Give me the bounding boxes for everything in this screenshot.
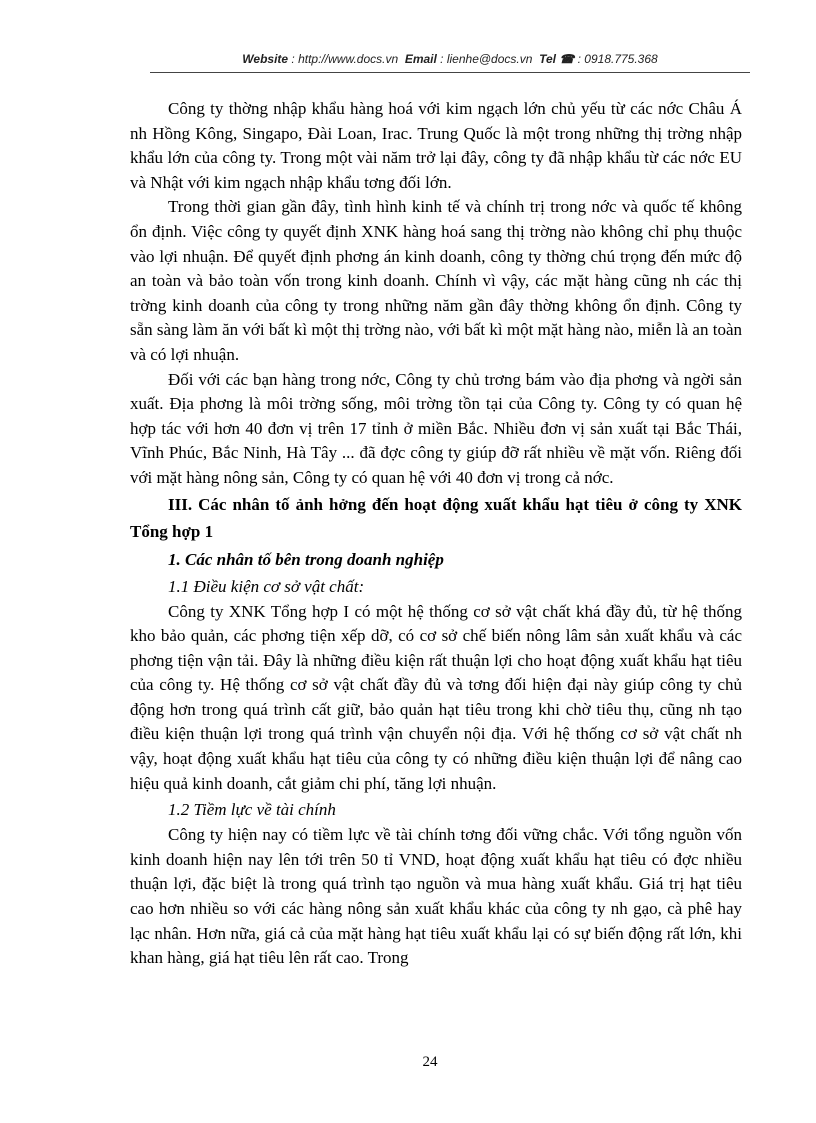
document-body <box>130 97 742 971</box>
website-label: Website <box>242 52 289 66</box>
paragraph: Đối với các bạn hàng trong nớc, Công ty chủ trơng bám vào địa phơng và ngời sản xuất. Địa phơng là môi trờng sống, môi trờng tồn tại của Công ty. Công ty có quan hệ hợp tác với hơn 40 đơn vị trên 17 tỉnh ở miền Bắc. Nhiều đơn vị sản xuất tại Bắc Thái, Vĩnh Phúc, Bắc Ninh, Hà Tây ... đã đợc công ty giúp đỡ rất nhiều về mặt vốn. Riêng đối với mặt hàng nông sản, Công ty có quan hệ với 40 đơn vị trong cả nớc. <box>130 369 742 487</box>
paragraph: Công ty XNK Tổng hợp I có một hệ thống cơ sở vật chất khá đầy đủ, từ hệ thống kho bảo quản, các phơng tiện xếp dỡ, có cơ sở chế biến nông lâm sản xuất khẩu và các phơng tiện vận tải. Đây là những điều kiện rất thuận lợi cho hoạt động xuất khẩu hạt tiêu của công ty. Hệ thống cơ sở vật chất đầy đủ và tơng đối hiện đại này giúp công ty chủ động hơn trong quá trình cất giữ, bảo quản hạt tiêu trong khi chờ tiêu thụ, cũng nh tạo điều kiện thuận lợi trong quá trình vận chuyển nội địa. Với hệ thống cơ sở vật chất nh vậy, hoạt động xuất khẩu hạt tiêu của công ty có những điều kiện thuận lợi để nâng cao hiệu quả kinh doanh, cắt giảm chi phí, tăng lợi nhuận. <box>130 601 742 793</box>
website-value: : http://www.docs.vn <box>291 52 399 66</box>
paragraph: Công ty hiện nay có tiềm lực về tài chính tơng đối vững chắc. Với tổng nguồn vốn kinh doanh hiện nay lên tới trên 50 tỉ VND, hoạt động xuất khẩu hạt tiêu có đợc nhiều thuận lợi, đặc biệt là trong quá trình tạo nguồn và mua hàng xuất khẩu. Giá trị hạt tiêu cao hơn nhiều so với các hàng nông sản xuất khẩu khác của công ty nh gạo, cà phê hay lạc nhân. Hơn nữa, giá cả của mặt hàng hạt tiêu xuất khẩu lại có sự biến động rất lớn, khi khan hàng, giá hạt tiêu lên rất cao. Trong <box>130 825 742 968</box>
phone-icon: ☎ <box>559 52 575 66</box>
paragraph: Công ty thờng nhập khẩu hàng hoá với kim ngạch lớn chủ yếu từ các nớc Châu Á nh Hồng Kông, Singapo, Đài Loan, Irac. Trung Quốc là một trong những thị trờng nhập khẩu lớn của công ty. Trong một vài năm trở lại đây, công ty đã nhập khẩu từ các nớc EU và Nhật với kim ngạch nhập khẩu tơng đối lớn. <box>130 99 742 192</box>
section-heading: III. Các nhân tố ảnh hởng đến hoạt động xuất khẩu hạt tiêu ở công ty XNK Tổng hợp 1 <box>130 494 742 541</box>
subsection-heading-1-2: 1.2 Tiềm lực về tài chính <box>168 800 336 820</box>
email-value: : lienhe@docs.vn <box>440 52 533 66</box>
header-divider <box>150 72 750 73</box>
email-label: Email <box>404 52 437 66</box>
tel-label: Tel <box>539 52 556 66</box>
paragraph: Trong thời gian gần đây, tình hình kinh tế và chính trị trong nớc và quốc tế không ổn định. Việc công ty quyết định XNK hàng hoá sang thị trờng nào không chỉ phụ thuộc vào lợi nhuận. Để quyết định phơng án kinh doanh, công ty thờng chú trọng đến mức độ an toàn và bảo toàn vốn trong kinh doanh. Chính vì vậy, các mặt hàng cũng nh các thị trờng kinh doanh của công ty trong những năm gần đây thờng không ổn định. Công ty sẵn sàng làm ăn với bất kì một thị trờng nào, với bất kì một mặt hàng nào, miễn là an toàn và có lợi nhuận. <box>130 197 742 364</box>
page-header <box>150 52 750 66</box>
tel-value: : 0918.775.368 <box>577 52 658 66</box>
subsection-heading-1-1: 1.1 Điều kiện cơ sở vật chất: <box>168 576 365 596</box>
subsection-heading: 1. Các nhân tố bên trong doanh nghiệp <box>168 549 444 569</box>
page-number: 24 <box>422 1054 438 1070</box>
